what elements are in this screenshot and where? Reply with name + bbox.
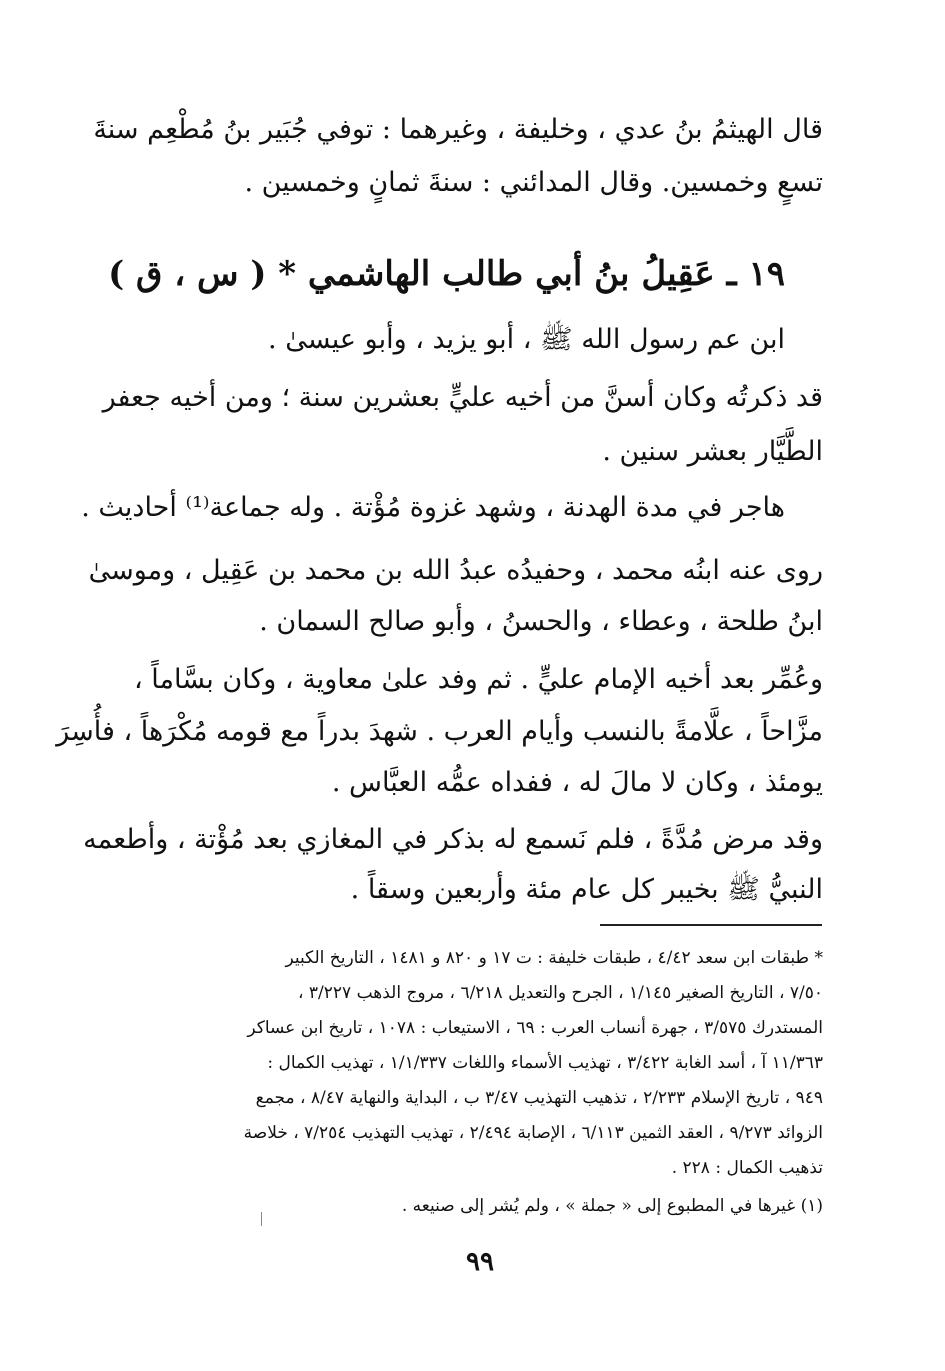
footnote-separator (600, 924, 822, 926)
body-line-10: وقد مرض مُدَّةً ، فلم نَسمع له بذكر في المغازي بعد مُؤْتة ، وأطعمه (83, 824, 823, 855)
body-line-9: يومئذ ، وكان لا مالَ له ، ففداه عمُّه العبَّاس . (331, 767, 823, 798)
intro-line-1: قال الهيثمُ بنُ عدي ، وخليفة ، وغيرهما : توفي جُبَير بنُ مُطْعِم سنةَ (93, 114, 823, 145)
body-line-8: مزَّاحاً ، علَّامةً بالنسب وأيام العرب . شهدَ بدراً مع قومه مُكْرَهاً ، فأُسِرَ (56, 716, 823, 747)
sources-line-3: المستدرك ٣/٥٧٥ ، جهرة أنساب العرب : ٦٩ ، الاستيعاب : ١٠٧٨ ، تاريخ ابن عساكر (247, 1018, 823, 1038)
body-line-6: ابنُ طلحة ، وعطاء ، والحسنُ ، وأبو صالح السمان . (259, 606, 823, 637)
footnote-1: (١) غيرها في المطبوع إلى « جملة » ، ولم يُشر إلى صنيعه . (401, 1196, 823, 1216)
sources-line-7: تذهيب الكمال : ٢٢٨ . (671, 1158, 823, 1178)
body-line-1: ابن عم رسول الله ﷺ ، أبو يزيد ، وأبو عيسىٰ . (268, 324, 785, 355)
sources-line-1: * طبقات ابن سعد ٤/٤٢ ، طبقات خليفة : ت ١٧ و ٨٢٠ و ١٤٨١ ، التاريخ الكبير (285, 948, 823, 968)
body-line-4: هاجر في مدة الهدنة ، وشهد غزوة مُؤْتة . وله جماعة⁽¹⁾ أحاديث . (81, 492, 785, 523)
sources-line-5: ٩٤٩ ، تاريخ الإسلام ٢/٢٣٣ ، تذهيب التهذيب ٣/٤٧ ب ، البداية والنهاية ٨/٤٧ ، مجمع (255, 1088, 823, 1108)
intro-line-2: تسعٍ وخمسين. وقال المدائني : سنةَ ثمانٍ وخمسين . (244, 167, 823, 198)
page-number: ٩٩ (466, 1247, 494, 1277)
entry-heading: ١٩ ـ عَقِيلُ بنُ أبي طالب الهاشمي * ( س ، ق ) (108, 254, 785, 294)
body-line-5: روى عنه ابنُه محمد ، وحفيدُه عبدُ الله بن محمد بن عَقِيل ، وموسىٰ (88, 555, 823, 586)
sources-line-6: الزوائد ٩/٢٧٣ ، العقد الثمين ٦/١١٣ ، الإصابة ٢/٤٩٤ ، تهذيب التهذيب ٧/٢٥٤ ، خلاصة (243, 1123, 823, 1143)
body-line-7: وعُمِّر بعد أخيه الإمام عليٍّ . ثم وفد علىٰ معاوية ، وكان بسَّاماً ، (134, 664, 823, 695)
sources-line-4: ١١/٣٦٣ آ ، أسد الغابة ٣/٤٢٢ ، تهذيب الأسماء واللغات ١/١/٣٣٧ ، تهذيب الكمال : (267, 1053, 823, 1073)
sources-line-2: ٧/٥٠ ، التاريخ الصغير ١/١٤٥ ، الجرح والتعديل ٦/٢١٨ ، مروج الذهب ٣/٢٢٧ ، (298, 983, 823, 1003)
body-line-3: الطَّيَّار بعشر سنين . (602, 436, 823, 467)
body-line-11: النبيُّ ﷺ بخيبر كل عام مئة وأربعين وسقاً . (350, 874, 823, 905)
body-line-2: قد ذكرتُه وكان أسنَّ من أخيه عليٍّ بعشرين سنة ؛ ومن أخيه جعفر (102, 382, 823, 413)
scan-mark (261, 1212, 262, 1226)
